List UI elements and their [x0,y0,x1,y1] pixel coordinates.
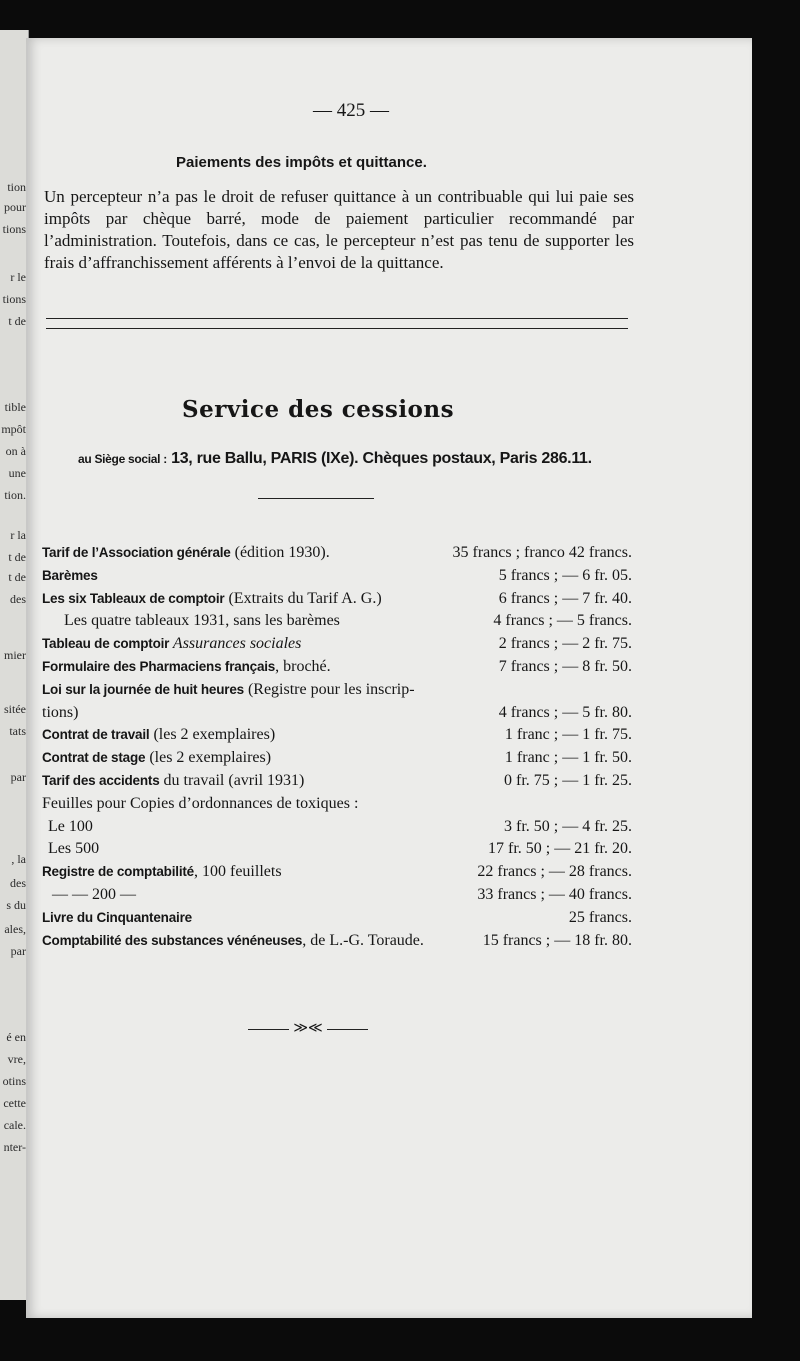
left-page-fragment: r le [10,270,26,284]
price-value: 6 francs ; — 7 fr. 40. [498,589,632,607]
left-page-fragment: cale. [3,1118,26,1132]
left-page-fragment: sitée [4,702,26,716]
left-page-fragment: otins [2,1074,26,1088]
left-page-fragment: mier [4,648,26,662]
price-value: 25 francs. [568,908,632,926]
price-value: 5 francs ; — 6 fr. 05. [498,566,632,584]
price-label-bold: Comptabilité des substances vénéneuses [42,932,303,948]
price-label [42,840,99,858]
price-label [42,909,192,927]
price-label-text: (édition 1930). [230,544,330,561]
service-address [78,450,592,468]
price-label-text: , 100 feuillets [194,863,282,881]
left-page-fragment: vre, [7,1052,26,1066]
price-label-text: (Registre pour les inscrip- [243,680,415,698]
left-page-fragment: é en [6,1030,26,1044]
left-page-fragment: des [10,876,26,890]
price-list [42,544,632,954]
price-label [42,567,98,585]
price-row [42,818,632,841]
left-page-fragment: cette [3,1096,26,1110]
left-page-fragment: on à [5,444,26,458]
price-label [42,749,271,767]
price-row [42,932,632,955]
price-value: 4 francs ; — 5 fr. 80. [498,703,632,721]
price-value: 17 fr. 50 ; — 21 fr. 20. [488,840,632,858]
left-page-edge [0,30,29,1300]
price-label [42,612,340,630]
price-label [42,544,330,562]
address-prefix: au Siège social : [78,452,167,466]
left-page-fragment: pour [4,200,26,214]
price-value: 7 francs ; — 8 fr. 50. [498,657,632,675]
price-label [42,932,424,950]
price-row [42,909,632,932]
address-text: 13, rue Ballu, PARIS (IXe). Chèques postaux, Paris 286.11. [171,450,592,467]
left-page-fragment: t de [8,314,26,328]
section-heading: Paiements des impôts et quittance. [176,154,427,171]
price-row [42,681,632,704]
price-label-text: Les quatre tableaux 1931, sans les barèmes [64,612,340,630]
price-label-bold: Livre du Cinquantenaire [42,909,192,925]
price-label-text: du travail (avril 1931) [159,771,305,789]
price-label-text: tions) [42,703,79,721]
price-label [42,681,415,699]
price-label-text: Feuilles pour Copies d’ordonnances de toxiques : [42,794,359,812]
short-divider [258,498,374,499]
left-page-fragment: ales, [4,922,26,936]
left-page-fragment: tion. [4,488,26,502]
price-label-bold: Formulaire des Pharmaciens français [42,658,276,674]
left-page-fragment: par [10,770,26,784]
price-row [42,658,632,681]
price-label-text: (Extraits du Tarif A. G.) [224,589,382,607]
left-page-fragment: s du [6,898,26,912]
price-row [42,612,632,635]
price-value: 4 francs ; — 5 francs. [493,612,632,630]
price-label-bold: Barèmes [42,567,98,583]
price-row [42,863,632,886]
price-label [42,635,301,653]
price-label-text: Les 500 [48,840,100,858]
price-row [42,840,632,863]
divider-rule-2 [46,328,628,329]
price-label [42,590,382,608]
price-label-italic: Assurances sociales [169,635,302,653]
ornament-divider: ≫≪ [248,1020,368,1037]
left-page-fragment: tats [9,724,26,738]
price-row [42,590,632,613]
price-value: 2 francs ; — 2 fr. 75. [498,635,632,653]
price-label-text: (les 2 exemplaires) [145,749,272,767]
price-value: 22 francs ; — 28 francs. [477,863,632,881]
price-row [42,886,632,909]
price-label-text: , broché. [275,657,331,675]
left-page-fragment: , la [11,852,26,866]
price-value: 35 francs ; franco 42 francs. [452,544,632,561]
price-label [42,863,282,881]
left-page-fragment: tible [4,400,26,414]
left-page-fragment: t de [8,570,26,584]
left-page-fragment: par [10,944,26,958]
section-paragraph: Un percepteur n’a pas le droit de refuser quittance à un contribuable qui lui paie ses impôts par chèque barré, mode de paiement particulier recommandé par l’administration. Toutefois, dans ce cas, le percepteur n’est pas tenu de supporter les frais d’affranchissement afférents à l’envoi de la quittance. [44,187,634,272]
price-row [42,567,632,590]
left-page-fragment: des [10,592,26,606]
price-row [42,795,632,818]
price-label-bold: Contrat de travail [42,727,150,743]
left-page-fragment: tion [7,180,26,194]
book-page [26,38,752,1318]
price-label [42,658,331,676]
price-label-bold: Registre de comptabilité [42,864,194,880]
price-row [42,635,632,658]
page-number: — 425 — [313,100,389,121]
price-label-bold: Tarif de l’Association générale [42,545,231,560]
price-value: 1 franc ; — 1 fr. 75. [504,726,632,744]
price-value: 1 franc ; — 1 fr. 50. [504,749,632,767]
divider-rule-1 [46,318,628,319]
price-label-bold: Loi sur la journée de huit heures [42,681,244,697]
price-row [42,704,632,727]
price-label [42,818,93,836]
price-row [42,749,632,772]
price-value: 0 fr. 75 ; — 1 fr. 25. [504,771,632,789]
left-page-fragment: nter- [3,1140,26,1154]
price-label [42,886,136,904]
service-title: Service des cessions [182,396,455,423]
price-row [42,726,632,749]
price-label-text: — — 200 — [52,885,136,903]
left-page-fragment: t de [8,550,26,564]
left-page-fragment: une [8,466,26,480]
price-label-text: Le 100 [48,817,93,835]
price-label-bold: Contrat de stage [42,750,146,766]
price-row [42,544,632,567]
left-page-fragment: r la [10,528,26,542]
price-value: 15 francs ; — 18 fr. 80. [482,931,632,949]
price-label-text: , de L.-G. Toraude. [302,931,424,949]
price-label-bold: Les six Tableaux de comptoir [42,590,225,606]
price-label [42,704,78,722]
price-label-bold: Tableau de comptoir [42,636,170,652]
price-value: 33 francs ; — 40 francs. [477,885,632,903]
price-label [42,795,358,813]
left-page-fragment: tions [2,222,26,236]
left-page-fragment: mpôt [1,422,26,436]
left-page-fragment: tions [2,292,26,306]
price-row [42,772,632,795]
price-label [42,726,275,744]
price-label-text: (les 2 exemplaires) [149,726,276,744]
price-label-bold: Tarif des accidents [42,772,160,788]
price-value: 3 fr. 50 ; — 4 fr. 25. [504,817,632,835]
price-label [42,772,304,790]
